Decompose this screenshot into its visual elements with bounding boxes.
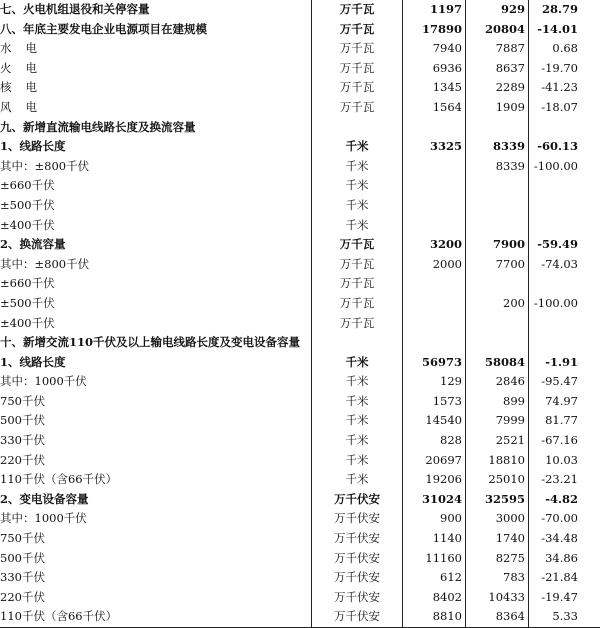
- current-year-value: 56973: [403, 353, 466, 373]
- item-name: 八、年底主要发电企业电源项目在建规模: [0, 20, 312, 40]
- table-row: [0, 294, 600, 314]
- previous-year-value: 32595: [466, 490, 529, 510]
- current-year-value: [403, 157, 466, 177]
- table-row: [0, 529, 600, 549]
- previous-year-value: 2521: [466, 431, 529, 451]
- growth-percent: -41.23: [529, 78, 600, 98]
- item-name: 其中：1000千伏: [0, 509, 312, 529]
- table-row: [0, 431, 600, 451]
- growth-percent: -95.47: [529, 372, 600, 392]
- table-row: [0, 255, 600, 275]
- previous-year-value: 2846: [466, 372, 529, 392]
- previous-year-value: 8637: [466, 59, 529, 79]
- item-name: 其中：±800千伏: [0, 255, 312, 275]
- growth-percent: 0.68: [529, 39, 600, 59]
- current-year-value: 14540: [403, 411, 466, 431]
- unit-cell: 万千瓦: [312, 78, 403, 98]
- item-name: 110千伏（含66千伏）: [0, 470, 312, 490]
- unit-cell: 万千瓦: [312, 0, 403, 20]
- previous-year-value: 3000: [466, 509, 529, 529]
- current-year-value: 612: [403, 568, 466, 588]
- item-name: ±400千伏: [0, 216, 312, 236]
- previous-year-value: 2289: [466, 78, 529, 98]
- unit-cell: 千米: [312, 470, 403, 490]
- current-year-value: 17890: [403, 20, 466, 40]
- current-year-value: 11160: [403, 549, 466, 569]
- table-row: [0, 490, 600, 510]
- previous-year-value: [466, 274, 529, 294]
- unit-cell: 万千瓦: [312, 98, 403, 118]
- current-year-value: [403, 176, 466, 196]
- growth-percent: 34.86: [529, 549, 600, 569]
- growth-percent: [529, 333, 600, 353]
- unit-cell: 千米: [312, 411, 403, 431]
- growth-percent: -59.49: [529, 235, 600, 255]
- growth-percent: 74.97: [529, 392, 600, 412]
- current-year-value: 8402: [403, 588, 466, 608]
- table-row: [0, 196, 600, 216]
- table-row: [0, 39, 600, 59]
- previous-year-value: [466, 216, 529, 236]
- table-row: [0, 470, 600, 490]
- current-year-value: 1564: [403, 98, 466, 118]
- table-row: [0, 274, 600, 294]
- growth-percent: [529, 274, 600, 294]
- item-name: 风电: [0, 98, 312, 118]
- previous-year-value: 7900: [466, 235, 529, 255]
- table-row: [0, 98, 600, 118]
- previous-year-value: 20804: [466, 20, 529, 40]
- previous-year-value: 200: [466, 294, 529, 314]
- item-name: 1、线路长度: [0, 353, 312, 373]
- unit-cell: [312, 333, 403, 353]
- previous-year-value: 58084: [466, 353, 529, 373]
- previous-year-value: 899: [466, 392, 529, 412]
- growth-percent: -34.48: [529, 529, 600, 549]
- previous-year-value: 8364: [466, 607, 529, 627]
- growth-percent: -70.00: [529, 509, 600, 529]
- table-row: [0, 235, 600, 255]
- item-name: ±660千伏: [0, 274, 312, 294]
- unit-cell: 千米: [312, 372, 403, 392]
- previous-year-value: 8339: [466, 137, 529, 157]
- previous-year-value: 1740: [466, 529, 529, 549]
- table-row: [0, 137, 600, 157]
- table-row: [0, 216, 600, 236]
- current-year-value: [403, 333, 466, 353]
- unit-cell: 万千瓦: [312, 255, 403, 275]
- growth-percent: [529, 216, 600, 236]
- growth-percent: 28.79: [529, 0, 600, 20]
- previous-year-value: 8275: [466, 549, 529, 569]
- current-year-value: 19206: [403, 470, 466, 490]
- item-name: 500千伏: [0, 549, 312, 569]
- current-year-value: 3200: [403, 235, 466, 255]
- growth-percent: -4.82: [529, 490, 600, 510]
- growth-percent: 10.03: [529, 451, 600, 471]
- item-name: 七、火电机组退役和关停容量: [0, 0, 312, 20]
- item-name: 十、新增交流110千伏及以上输电线路长度及变电设备容量: [0, 333, 312, 353]
- growth-percent: [529, 314, 600, 334]
- table-row: [0, 314, 600, 334]
- item-name: 水电: [0, 39, 312, 59]
- unit-cell: 万千伏安: [312, 529, 403, 549]
- current-year-value: [403, 274, 466, 294]
- table-row: [0, 78, 600, 98]
- current-year-value: 129: [403, 372, 466, 392]
- current-year-value: 900: [403, 509, 466, 529]
- unit-cell: 万千瓦: [312, 39, 403, 59]
- growth-percent: -14.01: [529, 20, 600, 40]
- current-year-value: 3325: [403, 137, 466, 157]
- growth-percent: -67.16: [529, 431, 600, 451]
- growth-percent: -18.07: [529, 98, 600, 118]
- item-name: 其中：1000千伏: [0, 372, 312, 392]
- item-name: 750千伏: [0, 392, 312, 412]
- growth-percent: -1.91: [529, 353, 600, 373]
- growth-percent: -23.21: [529, 470, 600, 490]
- unit-cell: 万千伏安: [312, 509, 403, 529]
- previous-year-value: 8339: [466, 157, 529, 177]
- unit-cell: 千米: [312, 353, 403, 373]
- item-name: 220千伏: [0, 588, 312, 608]
- item-name: 220千伏: [0, 451, 312, 471]
- unit-cell: 万千瓦: [312, 274, 403, 294]
- current-year-value: 1573: [403, 392, 466, 412]
- unit-cell: [312, 118, 403, 138]
- unit-cell: 千米: [312, 392, 403, 412]
- growth-percent: -100.00: [529, 294, 600, 314]
- item-name: ±400千伏: [0, 314, 312, 334]
- table-row: [0, 607, 600, 627]
- previous-year-value: [466, 196, 529, 216]
- table-row: [0, 549, 600, 569]
- item-name: 330千伏: [0, 568, 312, 588]
- previous-year-value: 10433: [466, 588, 529, 608]
- growth-percent: -60.13: [529, 137, 600, 157]
- unit-cell: 千米: [312, 137, 403, 157]
- table-row: [0, 353, 600, 373]
- current-year-value: 828: [403, 431, 466, 451]
- previous-year-value: 929: [466, 0, 529, 20]
- item-name: 330千伏: [0, 431, 312, 451]
- current-year-value: 1197: [403, 0, 466, 20]
- previous-year-value: 7999: [466, 411, 529, 431]
- unit-cell: 万千瓦: [312, 235, 403, 255]
- growth-percent: [529, 118, 600, 138]
- unit-cell: 万千瓦: [312, 59, 403, 79]
- current-year-value: [403, 118, 466, 138]
- table-row: [0, 451, 600, 471]
- current-year-value: [403, 314, 466, 334]
- item-name: ±500千伏: [0, 196, 312, 216]
- item-name: 核电: [0, 78, 312, 98]
- unit-cell: 万千伏安: [312, 588, 403, 608]
- growth-percent: [529, 196, 600, 216]
- table-row: [0, 59, 600, 79]
- current-year-value: 1345: [403, 78, 466, 98]
- previous-year-value: 783: [466, 568, 529, 588]
- previous-year-value: [466, 333, 529, 353]
- item-name: 其中：±800千伏: [0, 157, 312, 177]
- table-row: [0, 392, 600, 412]
- current-year-value: [403, 196, 466, 216]
- current-year-value: 6936: [403, 59, 466, 79]
- item-name: 火电: [0, 59, 312, 79]
- item-name: 2、换流容量: [0, 235, 312, 255]
- growth-percent: -21.84: [529, 568, 600, 588]
- growth-percent: 5.33: [529, 607, 600, 627]
- unit-cell: 千米: [312, 451, 403, 471]
- item-name: ±660千伏: [0, 176, 312, 196]
- previous-year-value: 18810: [466, 451, 529, 471]
- previous-year-value: 7700: [466, 255, 529, 275]
- table-row: [0, 372, 600, 392]
- unit-cell: 千米: [312, 157, 403, 177]
- previous-year-value: 1909: [466, 98, 529, 118]
- item-name: 2、变电设备容量: [0, 490, 312, 510]
- item-name: 1、线路长度: [0, 137, 312, 157]
- unit-cell: 千米: [312, 176, 403, 196]
- current-year-value: 1140: [403, 529, 466, 549]
- item-name: 110千伏（含66千伏）: [0, 607, 312, 627]
- item-name: ±500千伏: [0, 294, 312, 314]
- table-row: [0, 509, 600, 529]
- table-row: [0, 20, 600, 40]
- unit-cell: 万千伏安: [312, 549, 403, 569]
- growth-percent: -100.00: [529, 157, 600, 177]
- previous-year-value: 7887: [466, 39, 529, 59]
- current-year-value: 8810: [403, 607, 466, 627]
- unit-cell: 千米: [312, 196, 403, 216]
- unit-cell: 万千瓦: [312, 20, 403, 40]
- item-name: 500千伏: [0, 411, 312, 431]
- unit-cell: 千米: [312, 216, 403, 236]
- table-row: [0, 0, 600, 20]
- unit-cell: 万千伏安: [312, 490, 403, 510]
- table-row: [0, 588, 600, 608]
- unit-cell: 千米: [312, 431, 403, 451]
- current-year-value: 7940: [403, 39, 466, 59]
- growth-percent: -74.03: [529, 255, 600, 275]
- current-year-value: [403, 216, 466, 236]
- unit-cell: 万千瓦: [312, 314, 403, 334]
- current-year-value: [403, 294, 466, 314]
- growth-percent: -19.70: [529, 59, 600, 79]
- unit-cell: 万千伏安: [312, 607, 403, 627]
- growth-percent: -19.47: [529, 588, 600, 608]
- growth-percent: 81.77: [529, 411, 600, 431]
- previous-year-value: [466, 314, 529, 334]
- current-year-value: 31024: [403, 490, 466, 510]
- current-year-value: 2000: [403, 255, 466, 275]
- previous-year-value: [466, 118, 529, 138]
- item-name: 750千伏: [0, 529, 312, 549]
- table-row: [0, 568, 600, 588]
- table-row: [0, 333, 600, 353]
- table-row: [0, 157, 600, 177]
- current-year-value: 20697: [403, 451, 466, 471]
- growth-percent: [529, 176, 600, 196]
- previous-year-value: 25010: [466, 470, 529, 490]
- unit-cell: 万千伏安: [312, 568, 403, 588]
- table-row: [0, 411, 600, 431]
- item-name: 九、新增直流输电线路长度及换流容量: [0, 118, 312, 138]
- table-row: [0, 118, 600, 138]
- table-row: [0, 176, 600, 196]
- previous-year-value: [466, 176, 529, 196]
- unit-cell: 万千瓦: [312, 294, 403, 314]
